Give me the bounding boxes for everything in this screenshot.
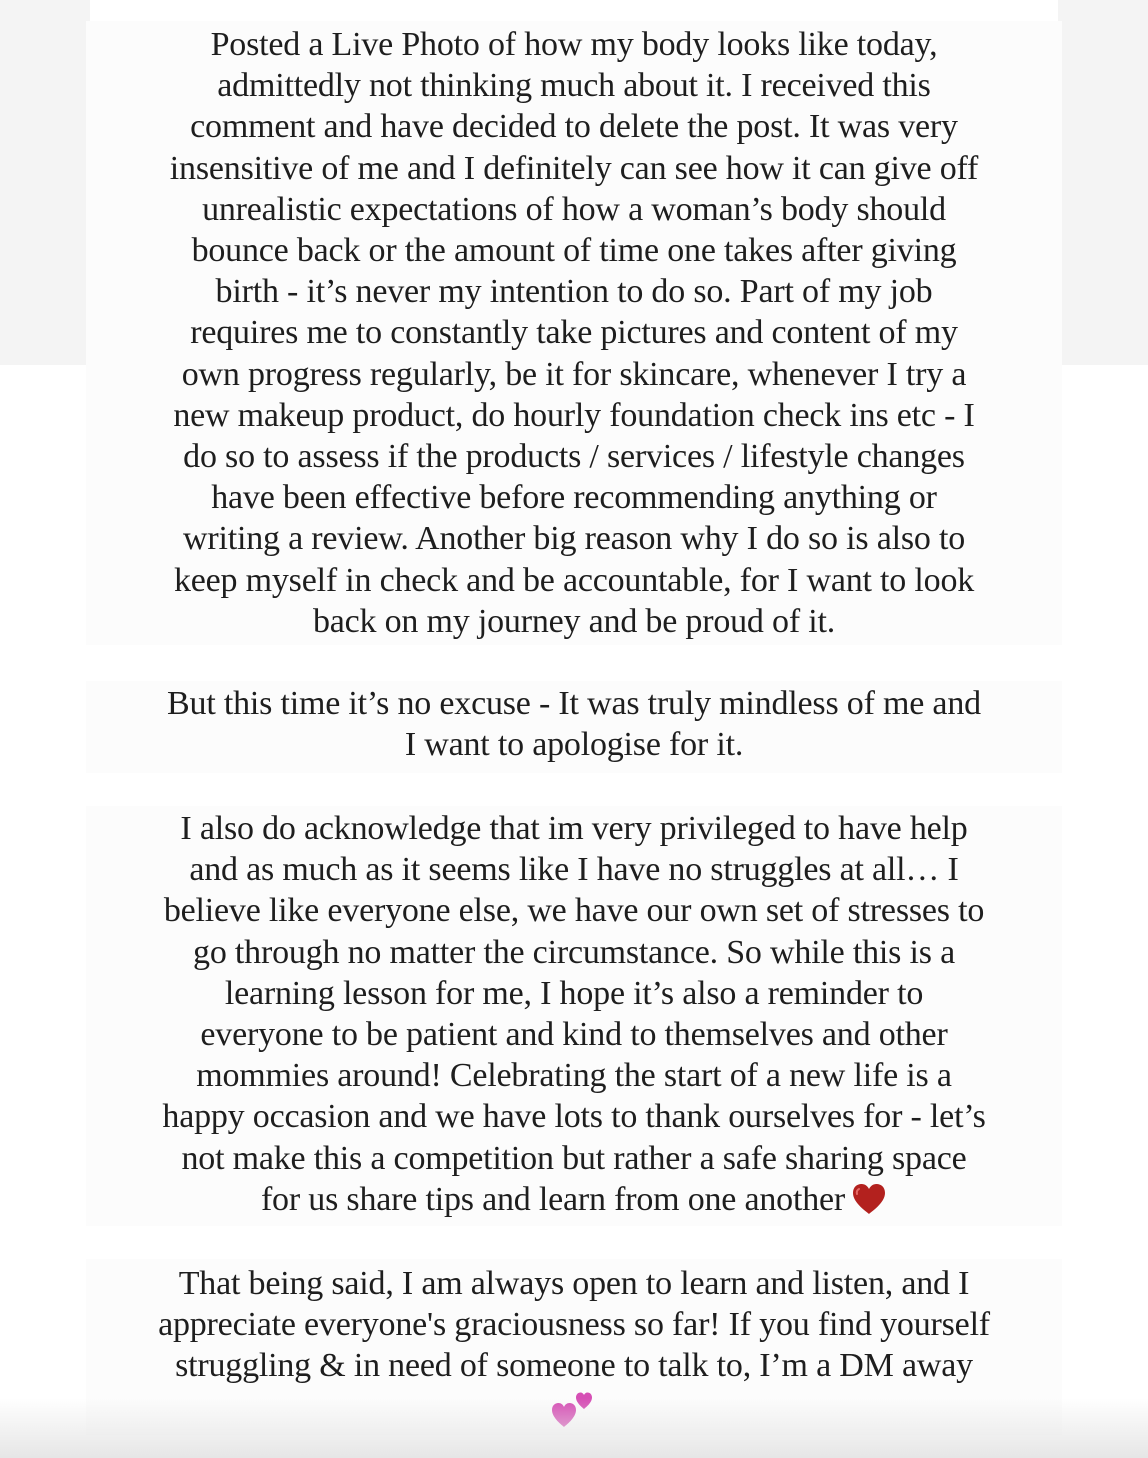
text-line: new makeup product, do hourly foundation check ins etc - I	[173, 396, 975, 434]
text-block-3	[86, 806, 1062, 1226]
text-line: go through no matter the circumstance. So while this is a	[193, 933, 955, 971]
text-line: Posted a Live Photo of how my body looks like today,	[210, 26, 938, 63]
text-block-1	[86, 21, 1062, 645]
text-line: believe like everyone else, we have our own set of stresses to	[163, 892, 985, 930]
text-line: learning lesson for me, I hope it’s also a reminder to	[224, 974, 924, 1012]
text-line: happy occasion and we have lots to thank ourselves for - let’s	[162, 1098, 986, 1136]
text-line: do so to assess if the products / services / lifestyle changes	[183, 438, 965, 476]
background-panel-left	[0, 0, 90, 365]
text-line: own progress regularly, be it for skincare, whenever I try a	[181, 355, 967, 393]
text-line: appreciate everyone's graciousness so far! If you find yourself	[158, 1306, 990, 1344]
text-line: I also do acknowledge that im very privileged to have help	[180, 810, 968, 847]
text-line: But this time it’s no excuse - It was truly mindless of me and	[167, 685, 981, 722]
text-line-with-heart	[86, 1179, 1062, 1220]
text-line: admittedly not thinking much about it. I received this	[217, 67, 931, 105]
text-line: have been effective before recommending anything or	[211, 479, 937, 517]
red-heart-icon	[851, 1182, 887, 1216]
text-line: back on my journey and be proud of it.	[312, 602, 836, 640]
text-line: bounce back or the amount of time one takes after giving	[191, 232, 957, 270]
text-line: unrealistic expectations of how a woman’s body should	[202, 190, 946, 228]
text-line: That being said, I am always open to learn and listen, and I	[178, 1265, 970, 1302]
text-line: not make this a competition but rather a safe sharing space	[181, 1139, 967, 1177]
text-line: birth - it’s never my intention to do so. Part of my job	[215, 273, 933, 311]
text-line: struggling & in need of someone to talk to, I’m a DM away	[175, 1347, 973, 1385]
text-line: insensitive of me and I definitely can see how it can give off	[169, 149, 979, 187]
text-line: comment and have decided to delete the post. It was very	[190, 108, 958, 146]
text-line: everyone to be patient and kind to themselves and other	[200, 1016, 948, 1054]
text-block-2	[86, 681, 1062, 773]
text-line: I want to apologise for it.	[404, 726, 744, 764]
bottom-gradient	[0, 1398, 1148, 1458]
text-line: writing a review. Another big reason why I do so is also to	[182, 520, 966, 558]
background-panel-right	[1058, 0, 1148, 365]
text-line: for us share tips and learn from one another	[260, 1180, 846, 1218]
text-line: and as much as it seems like I have no struggles at all… I	[189, 851, 959, 889]
text-line: keep myself in check and be accountable, for I want to look	[173, 561, 975, 599]
text-line: requires me to constantly take pictures and content of my	[190, 314, 958, 352]
text-line: mommies around! Celebrating the start of a new life is a	[196, 1057, 952, 1095]
